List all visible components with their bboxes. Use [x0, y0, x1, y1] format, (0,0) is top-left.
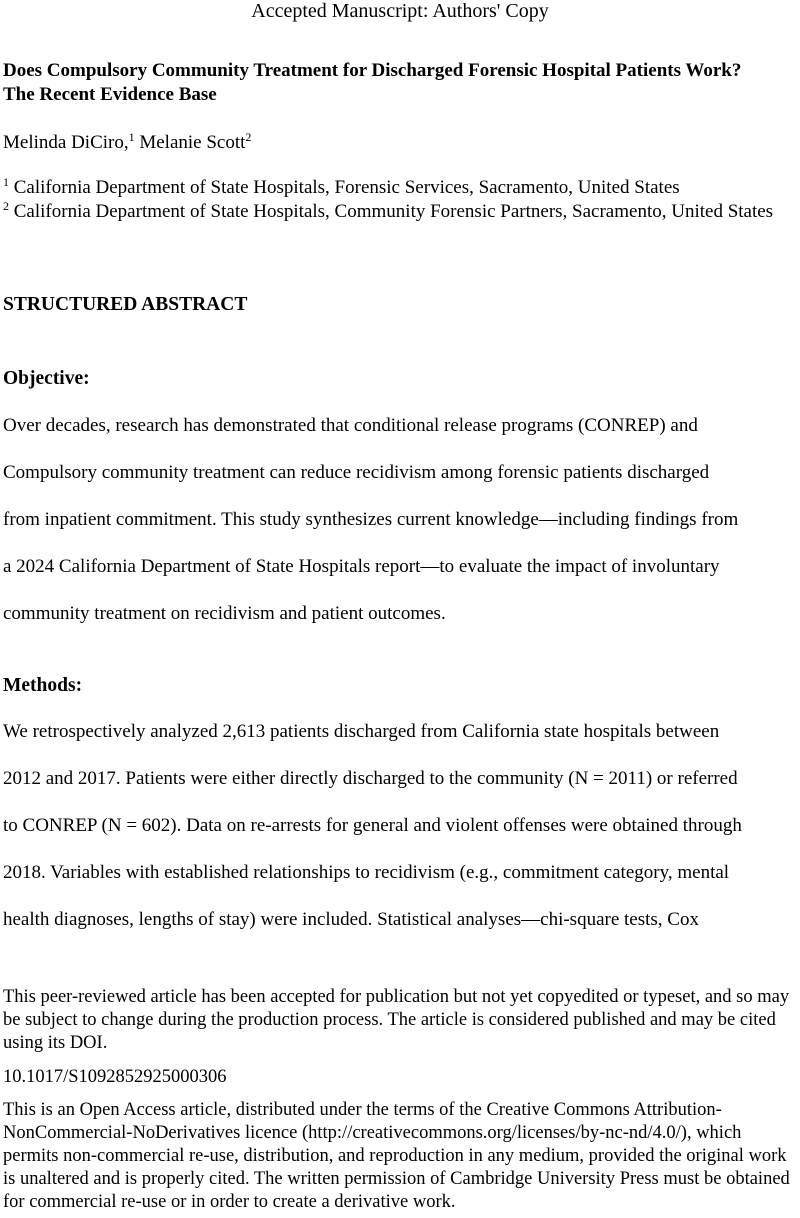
author-2-affiliation-mark: 2 [245, 130, 252, 144]
methods-line: health diagnoses, lengths of stay) were included. Statistical analyses—chi-square tests, Cox [3, 909, 699, 930]
affiliation-2 [3, 200, 800, 225]
structured-abstract-heading: STRUCTURED ABSTRACT [3, 294, 248, 315]
objective-line: Over decades, research has demonstrated that conditional release programs (CONREP) and [3, 415, 698, 436]
methods-line: 2018. Variables with established relationships to recidivism (e.g., commitment category, mental [3, 862, 730, 883]
article-title [3, 59, 800, 107]
methods-line: to CONREP (N = 602). Data on re-arrests for general and violent offenses were obtained through [3, 815, 742, 836]
author-1-affiliation-mark: 1 [128, 130, 135, 144]
methods-line: 2012 and 2017. Patients were either directly discharged to the community (N = 2011) or referred [3, 768, 738, 789]
affiliation-1 [3, 176, 800, 201]
author-2: Melanie Scott [134, 132, 246, 153]
title-line-2: The Recent Evidence Base [3, 84, 217, 105]
peer-review-notice: This peer-reviewed article has been accepted for publication but not yet copyedited or typeset, and so may be subject to change during the production process. The article is considered published and may be cited using its DOI. [3, 987, 790, 1053]
author-1: Melinda DiCiro, [3, 132, 129, 153]
affiliation-1-mark: 1 [3, 175, 9, 189]
objective-heading: Objective: [3, 368, 90, 389]
methods-line: We retrospectively analyzed 2,613 patients discharged from California state hospitals between [3, 721, 720, 742]
objective-line: from inpatient commitment. This study synthesizes current knowledge—including findings from [3, 509, 739, 530]
objective-line: a 2024 California Department of State Hospitals report—to evaluate the impact of involuntary [3, 556, 720, 577]
affiliation-2-mark: 2 [3, 199, 9, 213]
objective-line: Compulsory community treatment can reduce recidivism among forensic patients discharged [3, 462, 710, 483]
affiliation-1-text: California Department of State Hospitals, Forensic Services, Sacramento, United States [9, 177, 680, 198]
running-header: Accepted Manuscript: Authors' Copy [251, 0, 549, 22]
license-notice: This is an Open Access article, distributed under the terms of the Creative Commons Attribution-NonCommercial-NoDerivatives licence (http://creativecommons.org/licenses/by-nc-nd/4.0/), which permits non-commercial re-use, distribution, and reproduction in any medium, provided the original work is unaltered and is properly cited. The written permission of Cambridge University Press must be obtained for commercial re-use or in order to create a derivative work. [3, 1100, 790, 1212]
objective-line: community treatment on recidivism and patient outcomes. [3, 603, 446, 624]
doi-text: 10.1017/S1092852925000306 [3, 1067, 227, 1087]
methods-heading: Methods: [3, 675, 83, 696]
title-line-1: Does Compulsory Community Treatment for Discharged Forensic Hospital Patients Work? [3, 60, 742, 81]
author-list [3, 131, 800, 156]
affiliation-2-text: California Department of State Hospitals, Community Forensic Partners, Sacramento, United States [9, 201, 774, 222]
